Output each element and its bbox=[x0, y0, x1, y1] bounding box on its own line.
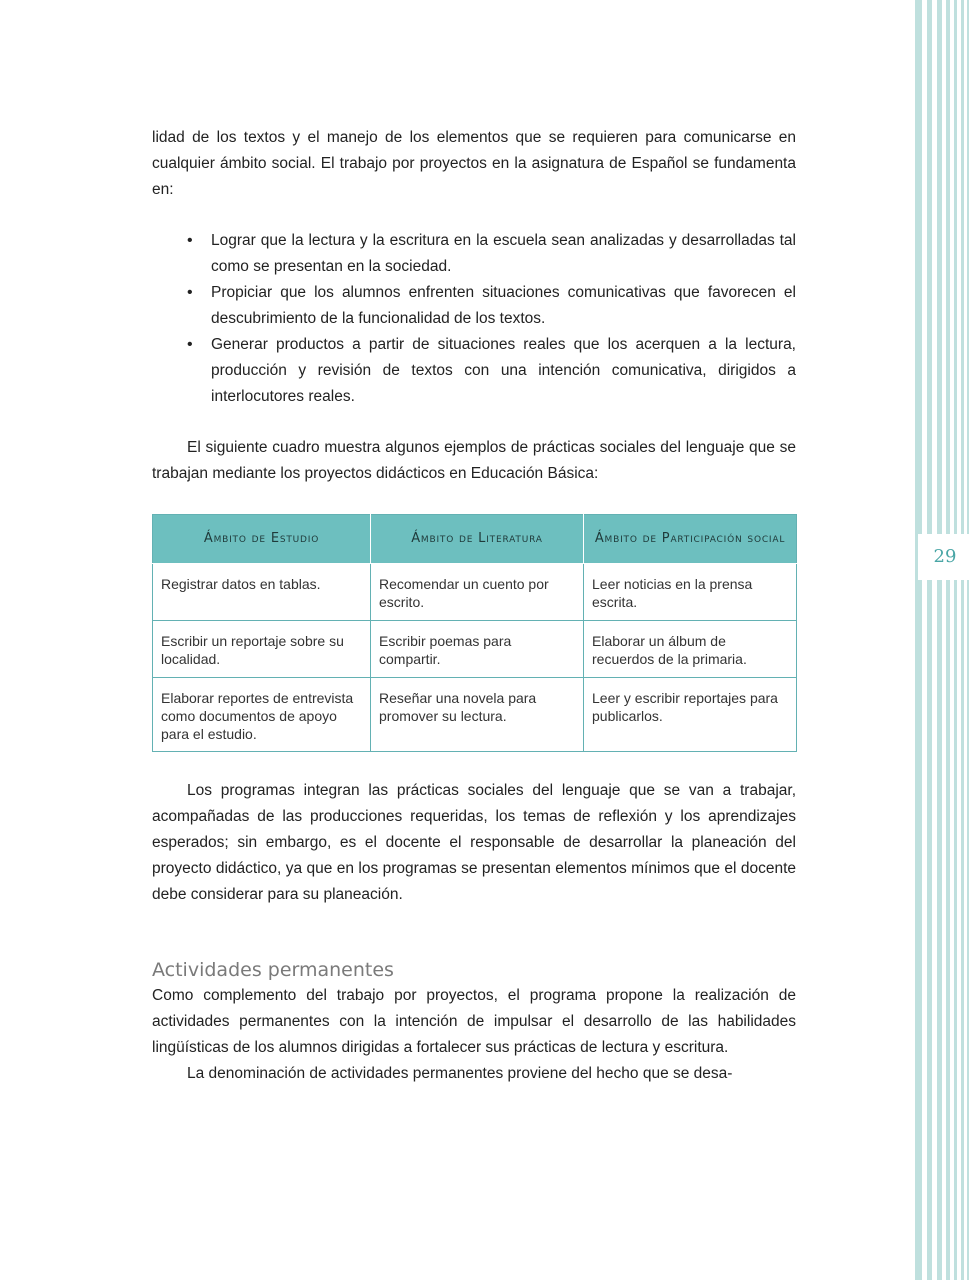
stripe bbox=[915, 0, 922, 1280]
bullet-icon: • bbox=[187, 284, 193, 301]
stripe bbox=[927, 0, 932, 1280]
header-ambito-participacion: Ámbito de Participación social bbox=[584, 515, 797, 564]
decorative-stripes bbox=[915, 0, 972, 1280]
table-cell: Escribir poemas para compartir. bbox=[371, 621, 584, 678]
table-row bbox=[153, 678, 797, 752]
stripe bbox=[961, 0, 964, 1280]
table-row bbox=[153, 564, 797, 621]
table-cell: Recomendar un cuento por escrito. bbox=[371, 564, 584, 621]
social-practices-table bbox=[152, 514, 797, 752]
section-paragraph: Como complemento del trabajo por proyectos, el programa propone la realización de actividades permanentes con la intención de impulsar el desarrollo de las habilidades lingüísticas de los alumnos dirigidas a fortalecer sus prácticas de lectura y escritura. bbox=[152, 987, 796, 1056]
bullet-icon: • bbox=[187, 232, 193, 249]
table-cell: Elaborar un álbum de recuerdos de la primaria. bbox=[584, 621, 797, 678]
stripe bbox=[967, 0, 969, 1280]
header-ambito-estudio: Ámbito de Estudio bbox=[153, 515, 371, 564]
table-cell: Reseñar una novela para promover su lectura. bbox=[371, 678, 584, 752]
stripe bbox=[954, 0, 957, 1280]
header-ambito-literatura: Ámbito de Literatura bbox=[371, 515, 584, 564]
table-intro-paragraph: El siguiente cuadro muestra algunos ejemplos de prácticas sociales del lenguaje que se trabajan mediante los proyectos didácticos en Educación Básica: bbox=[152, 439, 796, 482]
list-item bbox=[152, 228, 796, 280]
last-paragraph: La denominación de actividades permanentes proviene del hecho que se desa- bbox=[187, 1065, 733, 1082]
stripe bbox=[937, 0, 942, 1280]
bullet-icon: • bbox=[187, 336, 193, 353]
bullet-text: Generar productos a partir de situaciones reales que los acerquen a la lectura, producción y revisión de textos con una intención comunicativa, dirigidos a interlocutores reales. bbox=[211, 336, 796, 405]
table-header-row bbox=[153, 515, 797, 564]
page-content bbox=[152, 125, 796, 1087]
list-item bbox=[152, 332, 796, 410]
after-table-paragraph: Los programas integran las prácticas sociales del lenguaje que se van a trabajar, acompañadas de las producciones requeridas, los temas de reflexión y los aprendizajes esperados; sin embargo, es el docente el responsable de desarrollar la planeación del proyecto didáctico, ya que en los programas se presentan elementos mínimos que el docente debe considerar para su planeación. bbox=[152, 782, 796, 903]
table-cell: Escribir un reportaje sobre su localidad. bbox=[153, 621, 371, 678]
table-cell: Registrar datos en tablas. bbox=[153, 564, 371, 621]
table-cell: Leer noticias en la prensa escrita. bbox=[584, 564, 797, 621]
table-cell: Elaborar reportes de entrevista como documentos de apoyo para el estudio. bbox=[153, 678, 371, 752]
bullet-text: Propiciar que los alumnos enfrenten situaciones comunicativas que favorecen el descubrimiento de la funcionalidad de los textos. bbox=[211, 284, 796, 327]
table-row bbox=[153, 621, 797, 678]
intro-paragraph: lidad de los textos y el manejo de los elementos que se requieren para comunicarse en cualquier ámbito social. El trabajo por proyectos en la asignatura de Español se fundamenta en: bbox=[152, 129, 796, 198]
stripe bbox=[946, 0, 950, 1280]
page-number: 29 bbox=[918, 534, 972, 580]
list-item bbox=[152, 280, 796, 332]
bullet-text: Lograr que la lectura y la escritura en la escuela sean analizadas y desarrolladas tal como se presentan en la sociedad. bbox=[211, 232, 796, 275]
section-title: Actividades permanentes bbox=[152, 959, 394, 981]
bullet-list bbox=[152, 228, 796, 410]
table-cell: Leer y escribir reportajes para publicarlos. bbox=[584, 678, 797, 752]
